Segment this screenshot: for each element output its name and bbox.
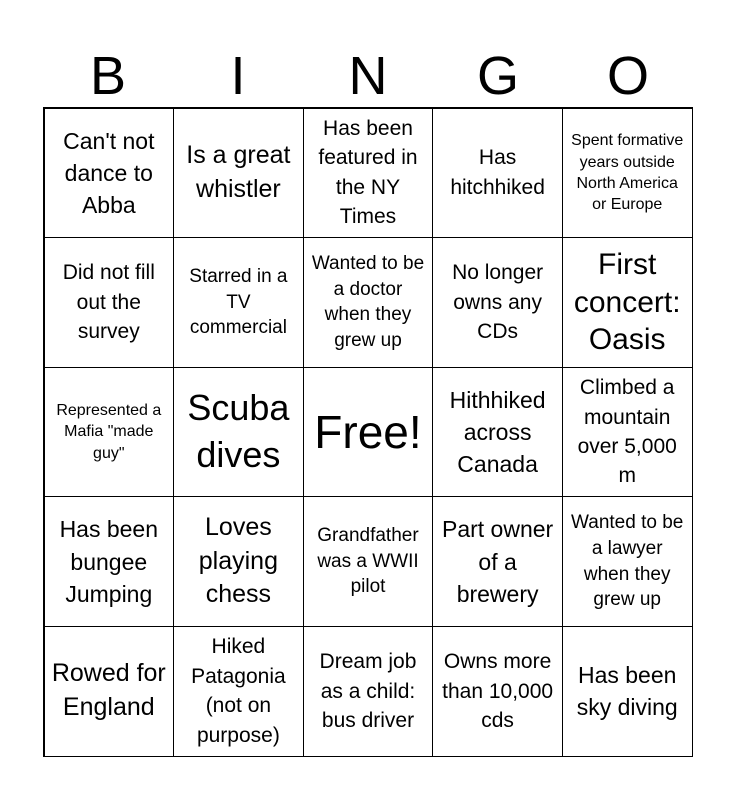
bingo-cell[interactable]: Has been sky diving bbox=[562, 626, 693, 757]
bingo-cell[interactable]: Hithhiked across Canada bbox=[432, 367, 563, 498]
bingo-cell[interactable]: Has hitchhiked bbox=[432, 108, 563, 239]
header-letter-n: N bbox=[348, 46, 388, 106]
header-letter-i: I bbox=[230, 46, 246, 106]
bingo-cell[interactable]: Is a great whistler bbox=[173, 108, 304, 239]
bingo-cell[interactable]: Grandfather was a WWII pilot bbox=[303, 496, 434, 627]
bingo-cell[interactable]: Hiked Patagonia (not on purpose) bbox=[173, 626, 304, 757]
bingo-cell[interactable]: Has been bungee Jumping bbox=[44, 496, 175, 627]
bingo-cell[interactable]: Can't not dance to Abba bbox=[44, 108, 175, 239]
bingo-cell[interactable]: Dream job as a child: bus driver bbox=[303, 626, 434, 757]
bingo-cell[interactable]: Wanted to be a doctor when they grew up bbox=[303, 237, 434, 368]
header-letter-o: O bbox=[606, 46, 649, 106]
bingo-cell[interactable]: Has been featured in the NY Times bbox=[303, 108, 434, 239]
bingo-cell[interactable]: Scuba dives bbox=[173, 367, 304, 498]
free-space-cell[interactable]: Free! bbox=[303, 367, 434, 498]
bingo-header bbox=[43, 44, 693, 108]
bingo-cell[interactable]: Owns more than 10,000 cds bbox=[432, 626, 563, 757]
bingo-cell[interactable]: Spent formative years outside North America or Europe bbox=[562, 108, 693, 239]
header-letter-b: B bbox=[89, 46, 127, 106]
bingo-cell[interactable]: Wanted to be a lawyer when they grew up bbox=[562, 496, 693, 627]
bingo-cell[interactable]: Rowed for England bbox=[44, 626, 175, 757]
bingo-cell[interactable]: Climbed a mountain over 5,000 m bbox=[562, 367, 693, 498]
bingo-cell[interactable]: Part owner of a brewery bbox=[432, 496, 563, 627]
bingo-cell[interactable]: Did not fill out the survey bbox=[44, 237, 175, 368]
bingo-grid bbox=[43, 107, 693, 757]
bingo-cell[interactable]: Represented a Mafia "made guy" bbox=[44, 367, 175, 498]
bingo-cell[interactable]: No longer owns any CDs bbox=[432, 237, 563, 368]
bingo-cell[interactable]: First concert: Oasis bbox=[562, 237, 693, 368]
header-letter-g: G bbox=[476, 46, 519, 106]
bingo-cell[interactable]: Loves playing chess bbox=[173, 496, 304, 627]
bingo-cell[interactable]: Starred in a TV commercial bbox=[173, 237, 304, 368]
